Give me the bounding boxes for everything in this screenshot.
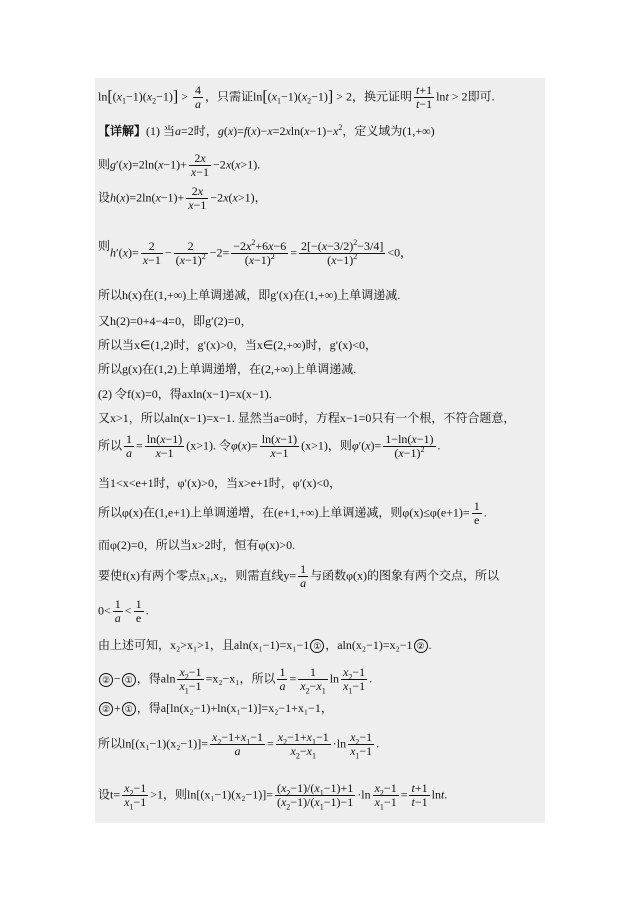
text: ，换元证明 [351,89,412,104]
line-21: 所以ln[(x₁−1)(x₂−1)]= $\frac{x_2-1+x_1-1}{a}$ = $\frac{x_2-1+x_1-1}{x_2-x_1}$ ·ln $\frac{x_2-1}{x_1-1}$ . [98,730,380,761]
text: ，定义域为 [342,124,403,138]
plus: + [114,701,121,715]
line-13: 当1<x<e+1时，φ′(x)>0，当x>e+1时，φ′(x)<0， [98,476,342,490]
line-9: 所以g(x)在(1,2)上单调递增，在(2,+∞)上单调递减. [98,362,357,376]
line-6: 所以h(x)在(1,+∞)上单调递减，即g′(x)在(1,+∞)上单调递减. [98,288,401,302]
text: 要使f(x)有两个零点x₁,x₂，则需直线y= [98,568,297,583]
line-15: 而φ(2)=0，所以当x>2时，恒有φ(x)>0. [98,538,296,552]
circle-1: ① [310,639,324,653]
text: ，得a[ln(x₂−1)+ln(x₁−1)]=x₂−1+x₁−1， [136,701,333,715]
detail-label: 【详解】 [98,124,147,138]
line-18: 由上述可知，x₂>x₁>1，且aln(x₁−1)=x₁−1 ① ，aln(x₂−1)=x₂−1 ② . [98,638,432,652]
circle-1: ① [122,673,136,687]
line-22: 设t= $\frac{x_2-1}{x_1-1}$ >1，则ln[(x₁−1)(x₂−1)]= $\frac{(x_2-1)/(x_1-1)+1}{(x_2-1)/(x_1-1)-1}$ ·ln $\frac{x_2-1}{x_1-1}$ = $\frac{t+1}{t-1}$ lnt. [98,781,448,812]
line-2: 【详解】(1) 当a=2时，$g(x)=f(x)-x=2xln(x-1)-x^2$，定义域为(1,+∞) [98,123,435,138]
text: ，只需证 [204,89,253,104]
text: 即可. [467,89,495,104]
circle-1: ① [122,702,136,716]
line-10: (2) 令f(x)=0，得axln(x−1)=x(x−1). [98,387,272,401]
text: 由上述可知，x₂>x₁>1，且aln(x₁−1)=x₁−1 [98,638,310,652]
text: 所以 [98,438,123,453]
line-7: 又h(2)=0+4−4=0，即g′(2)=0， [98,314,253,328]
line-20 [98,700,333,716]
text: ，aln(x₂−1)=x₂−1 [325,638,413,652]
line-12: 所以 $\frac{1}{a}$ = $\frac{\ln(x-1)}{x-1}$ (x>1). 令φ(x)= $\frac{\ln(x-1)}{x-1}$ (x>1)，则φ′(x)= $\frac{1-\ln(x-1)}{(x-1)^2}$ . [98,432,441,460]
circle-2: ② [99,673,113,687]
text: 所以φ(x)在(1,e+1)上单调递增，在(e+1,+∞)上单调递减，则φ(x)≤φ(e+1)= [98,505,470,520]
circle-2: ② [99,702,113,716]
text: 则 [98,239,111,253]
line-3: 则g′(x)=2ln(x−1)+ $\frac{2x}{x-1}$ −2x(x>1). [98,151,261,179]
minus: − [114,671,121,686]
text: 所以ln[(x₁−1)(x₂−1)]= [98,736,208,751]
text: (x>1)，则 [301,438,352,453]
text: (x>1). 令 [186,438,231,453]
line-5-formula: h′(x)= $\frac{2}{x-1}$ − $\frac{2}{(x-1)^2}$ −2= $\frac{-2x^2+6x-6}{(x-1)^2}$ = $\frac{2[-(x-3/2)^2-3/4]}{(x-1)^2}$ <0， [110,238,413,267]
line-1: $\ln[(x_1-1)(x_2-1)]$ > $\frac{4}{a}$ ，只需证$\ln[(x_1-1)(x_2-1)] > 2$，换元证明 $\frac{t+1}{t-1}$ lnt > 2即可. [98,83,495,111]
text: 时， [193,124,218,138]
circle-2: ② [414,639,428,653]
line-16: 要使f(x)有两个零点x₁,x₂，则需直线y= $\frac{1}{a}$ 与函数φ(x)的图象有两个交点，所以 [98,562,500,590]
text: =x₂−x₁，所以 [205,671,276,686]
line-4: 设h(x)=2ln(x−1)+ $\frac{2x}{x-1}$ −2x(x>1)， [98,184,267,212]
text: 设 [98,190,111,205]
text: 则 [98,157,111,172]
text: ，得aln [136,671,176,686]
line-17: 0< $\frac{1}{a}$ < $\frac{1}{e}$ . [98,597,149,625]
text: >1，则ln[(x₁−1)(x₂−1)]= [150,787,273,802]
line-19: ② − ① ，得aln $\frac{x_2-1}{x_1-1}$ =x₂−x₁，所以 $\frac{1}{a}$ = $\frac{1}{x_2-x_1}$ ln $\frac{x_2-1}{x_1-1}$ . [98,666,372,693]
text: (1) 当 [146,124,176,138]
line-11: 又x>1，所以aln(x−1)=x−1. 显然当a=0时，方程x−1=0只有一个根，不符合题意， [98,411,516,425]
text: 设t= [98,787,121,802]
line-5 [98,238,110,254]
text: 与函数φ(x)的图象有两个交点，所以 [310,568,500,583]
line-14: 所以φ(x)在(1,e+1)上单调递增，在(e+1,+∞)上单调递减，则φ(x)≤φ(e+1)= $\frac{1}{e}$ . [98,499,487,527]
line-8: 所以当x∈(1,2)时，g′(x)>0，当x∈(2,+∞)时，g′(x)<0， [98,338,377,352]
